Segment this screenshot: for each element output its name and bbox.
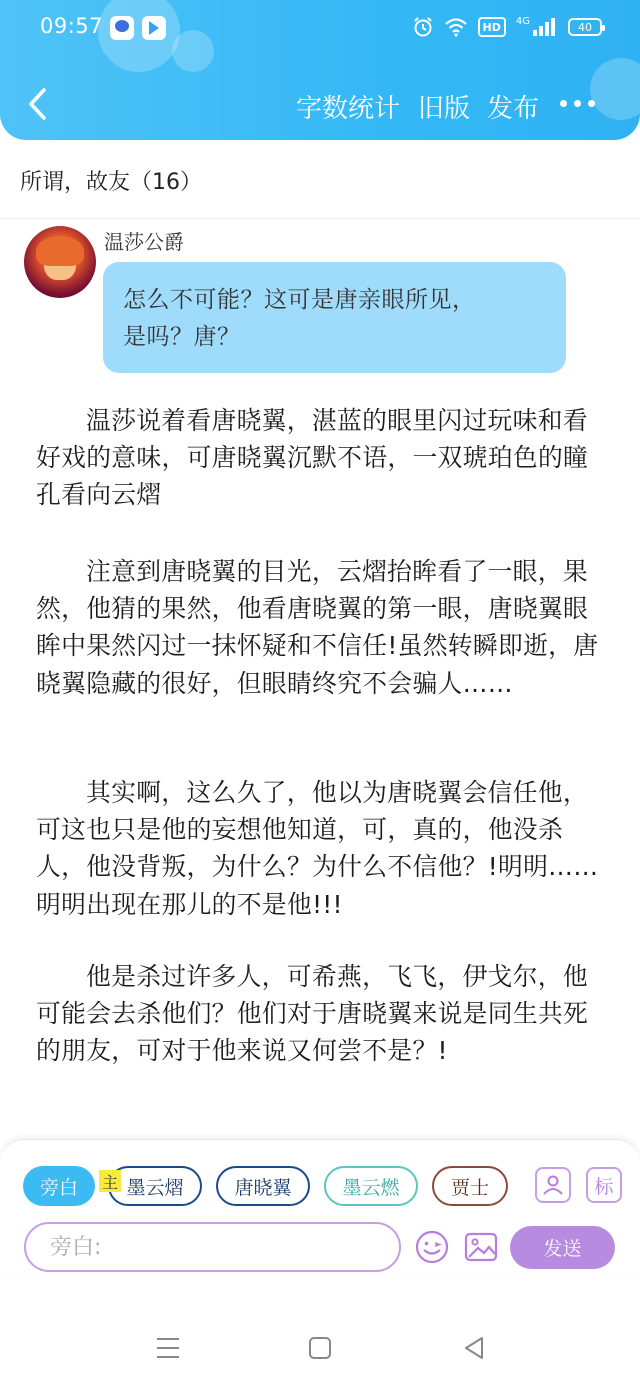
role-chip-moyunran[interactable]: 墨云燃 [324,1166,418,1206]
narration-text: 其实啊，这么久了，他以为唐晓翼会信任他，可这也只是他的妄想他知道，可，真的，他没杀人，他没背叛，为什么？为什么不信他？!明明……明明出现在那儿的不是他!!! [36,778,599,919]
more-options-button[interactable] [560,100,595,107]
tag-button[interactable]: 标 [586,1167,622,1203]
user-profile-icon [540,1172,566,1198]
role-chip-narrator[interactable]: 旁白 [23,1166,95,1206]
wifi-icon [444,16,468,38]
hd-icon: HD [478,17,506,37]
image-icon [463,1229,499,1265]
app-notification-icon [142,16,166,40]
title-divider [0,218,640,219]
role-chip-tang[interactable]: 唐晓翼 [216,1166,310,1206]
speech-bubble[interactable] [103,262,566,373]
send-button[interactable]: 发送 [510,1226,615,1269]
menu-icon [153,1334,183,1362]
role-manage-button[interactable] [535,1167,571,1203]
triangle-back-icon [460,1334,490,1362]
main-role-badge: 主 [99,1170,121,1192]
more-dot-icon [574,100,581,107]
back-button[interactable] [18,84,58,124]
word-count-button[interactable]: 字数统计 [296,94,401,124]
narration-text: 注意到唐晓翼的目光，云熠抬眸看了一眼，果然，他猜的果然，他看唐晓翼的第一眼，唐晓翼眼眸中果然闪过一抹怀疑和不信任!虽然转瞬即逝，唐晓翼隐藏的很好，但眼睛终究不会骗人…… [36,557,599,698]
chapter-title[interactable]: 所谓，故友（16） [20,170,202,195]
emoji-icon [414,1229,450,1265]
status-icons [412,16,602,38]
nav-bar [0,70,640,140]
speaker-name: 温莎公爵 [104,230,184,254]
more-dot-icon [560,100,567,107]
status-bar [0,0,640,56]
speech-text-line: 怎么不可能？这可是唐亲眼所见， [123,287,476,313]
message-input[interactable] [24,1222,401,1272]
signal-icon [516,16,558,38]
image-button[interactable] [463,1229,499,1265]
more-dot-icon [588,100,595,107]
narration-text: 温莎说着看唐晓翼，湛蓝的眼里闪过玩味和看好戏的意味，可唐晓翼沉默不语，一双琥珀色的瞳孔看向云熠 [36,406,589,510]
publish-button[interactable]: 发布 [487,94,540,124]
back-arrow-icon [26,87,50,121]
old-version-button[interactable]: 旧版 [418,94,471,124]
app-header [0,0,640,140]
recent-apps-button[interactable] [153,1334,183,1362]
narration-paragraph[interactable] [36,402,606,514]
role-chip-jiashi[interactable]: 贾士 [432,1166,508,1206]
narration-text: 他是杀过许多人，可希燕，飞飞，伊戈尔，他可能会去杀他们？他们对于唐晓翼来说是同生共死的朋友，可对于他来说又何尝不是？! [36,962,589,1066]
square-home-icon [305,1334,335,1362]
battery-level: 40 [578,20,592,34]
system-back-button[interactable] [460,1334,490,1362]
narration-paragraph[interactable] [36,958,606,1070]
status-time: 09:57 [40,14,104,38]
battery-icon [568,18,602,36]
speaker-avatar[interactable] [24,226,96,298]
narration-paragraph[interactable] [36,553,606,702]
alarm-icon [412,16,434,38]
home-button[interactable] [305,1334,335,1362]
speech-text-line: 是吗？唐？ [123,324,241,350]
emoji-button[interactable] [414,1229,450,1265]
network-type-label: 4G [515,16,530,27]
narration-paragraph[interactable] [36,774,606,923]
role-chip-moyunyu[interactable]: 墨云熠 [108,1166,202,1206]
baidu-app-icon [110,16,134,40]
